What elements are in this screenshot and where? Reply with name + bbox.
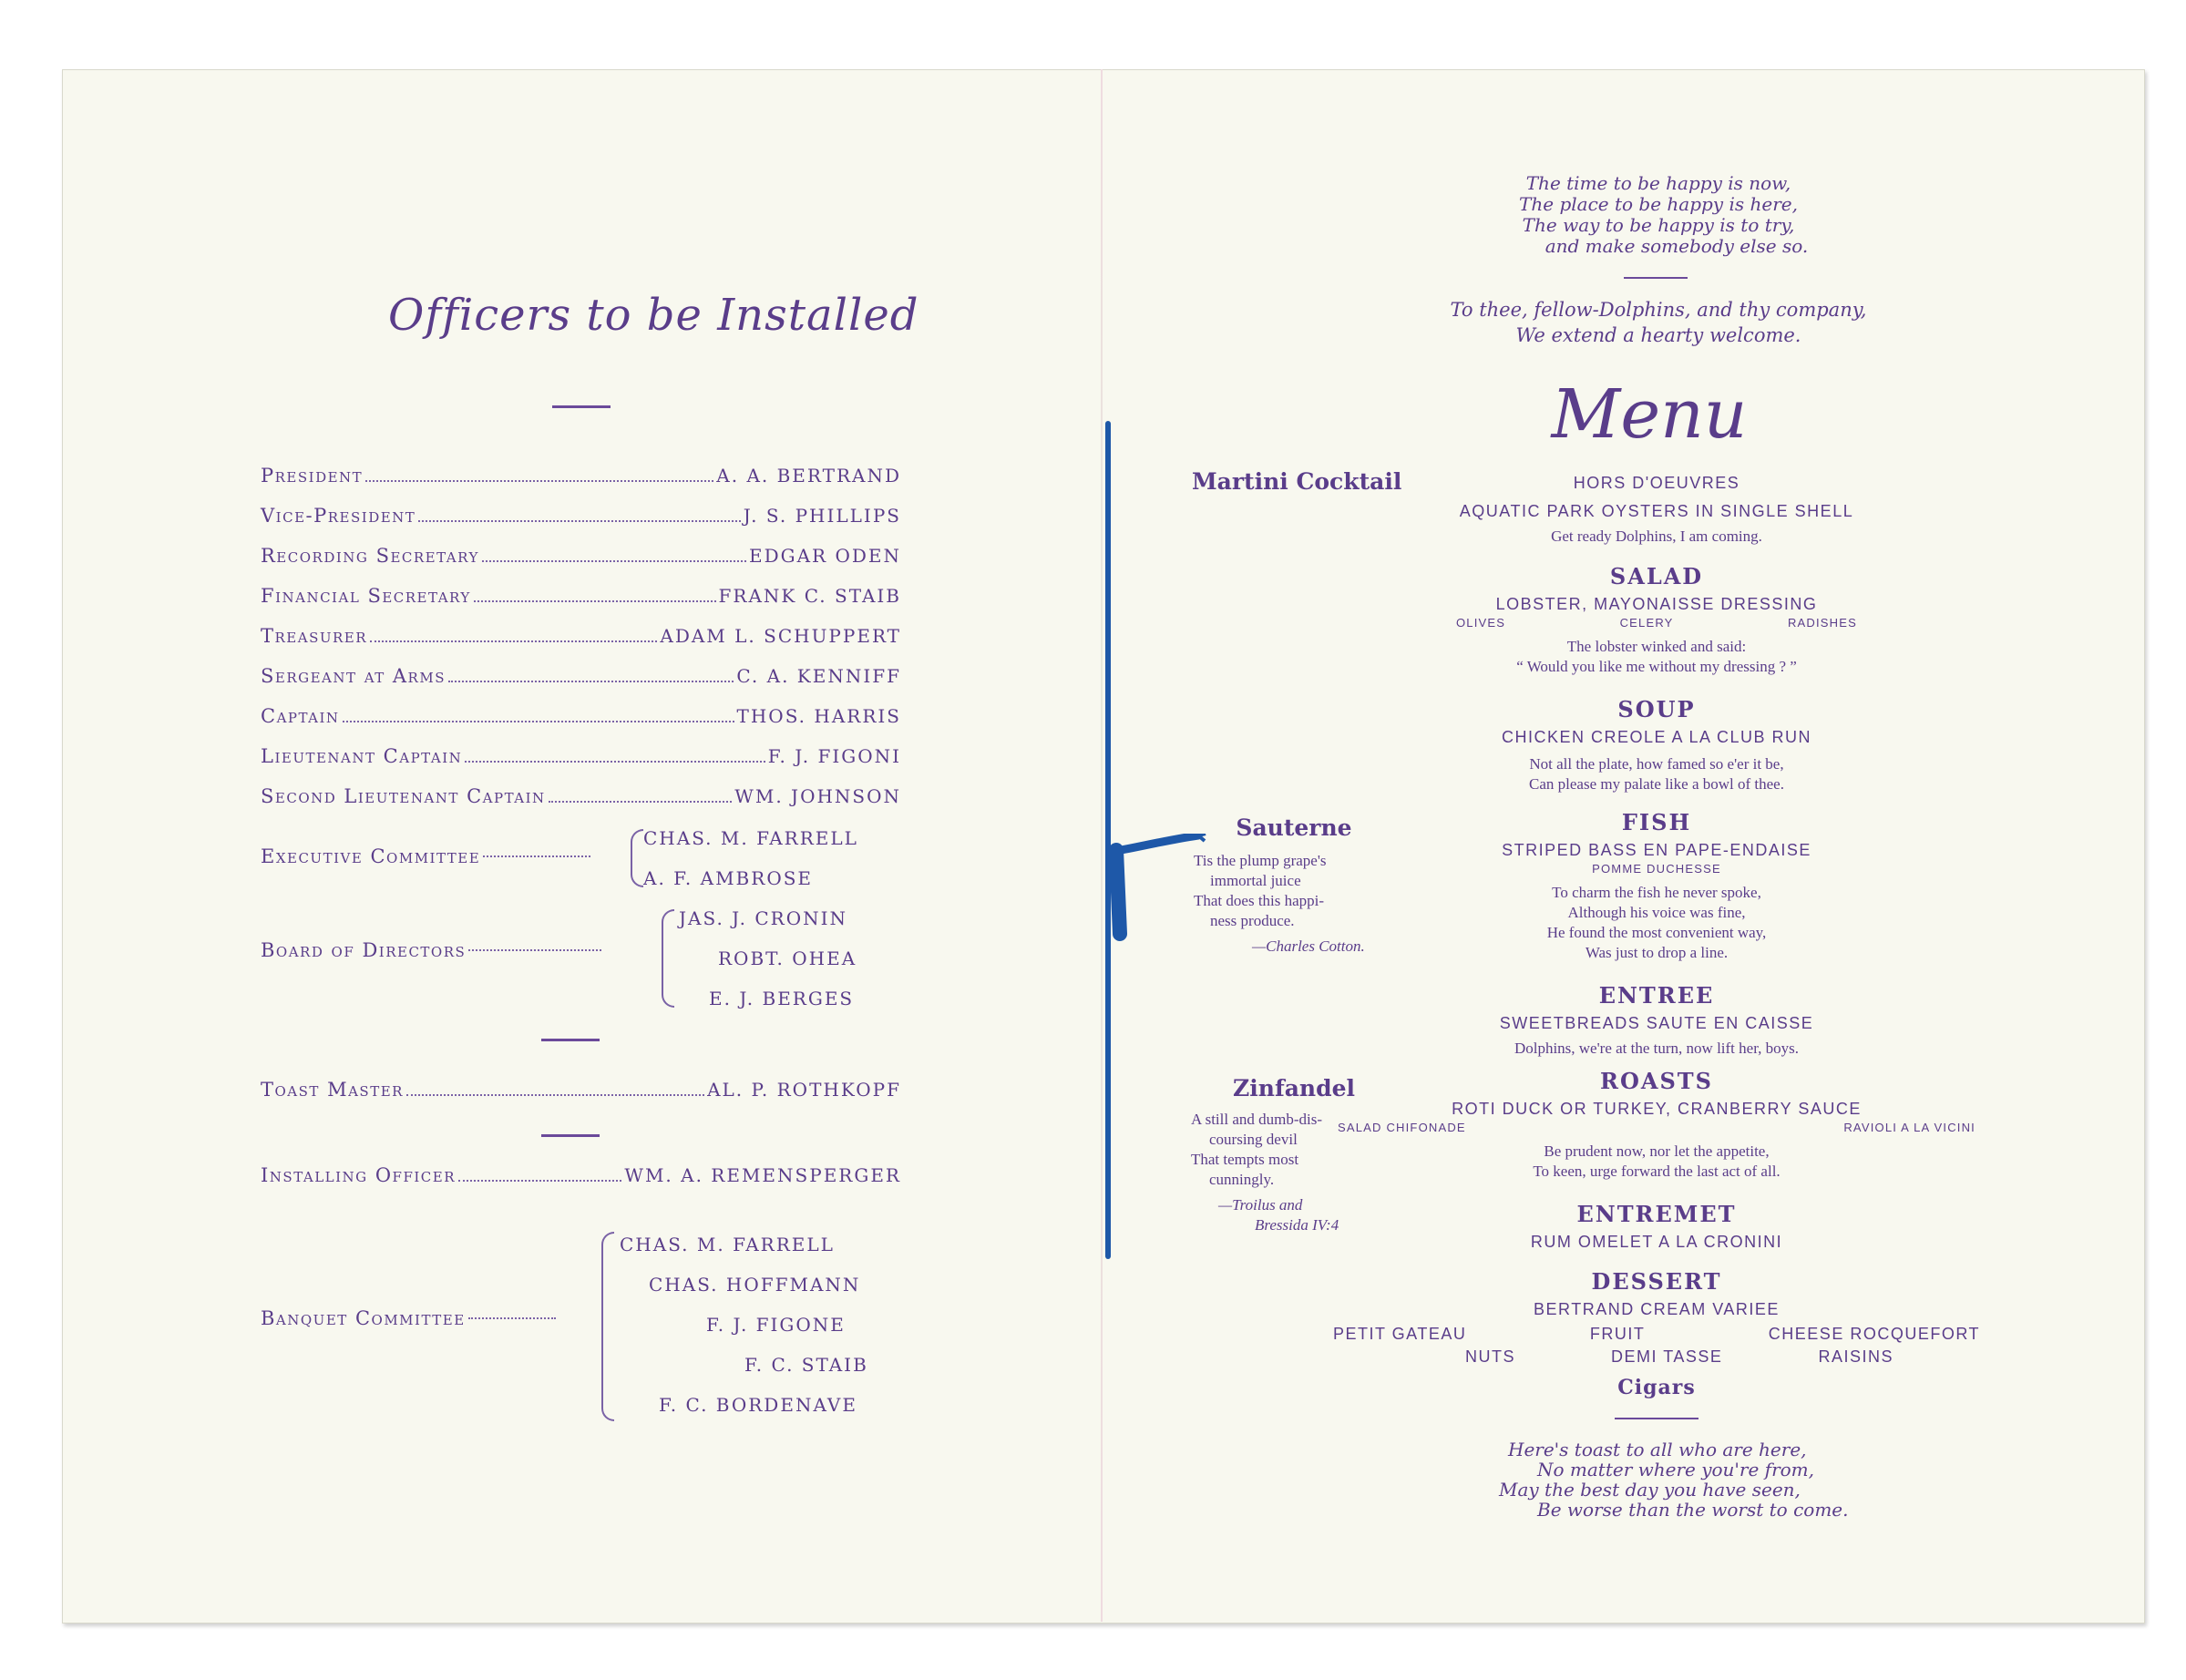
toast-master-row: Toast Master AL. P. ROTHKOPF [261,1079,901,1101]
officer-role: Lieutenant Captain [261,745,463,767]
brace [662,909,674,1008]
divider [1624,277,1688,279]
officer-name: WM. JOHNSON [734,785,901,807]
officers-title: Officers to be Installed [388,290,919,341]
leader-dots [448,681,734,682]
officer-name: THOS. HARRIS [736,705,901,727]
leader-dots [482,560,746,562]
opening-verse: The time to be happy is now, The place to be happy is here, The way to be happy is to try, and make somebody else so. [1519,172,1809,257]
banquet-member-4: F. C. STAIB [744,1354,868,1376]
officer-name: EDGAR ODEN [748,545,901,567]
cigars: Cigars [1617,1376,1696,1399]
officer-row [261,545,901,572]
leader-dots [343,721,734,722]
divider [541,1039,600,1041]
menu-title: Menu [1551,375,1748,454]
officer-name: ADAM L. SCHUPPERT [660,625,901,647]
banquet-member-3: F. J. FIGONE [706,1314,846,1336]
officer-role: Recording Secretary [261,545,479,567]
officer-row [261,705,901,732]
hors-section: HORS D'OEUVRES AQUATIC PARK OYSTERS IN SINGLE SHELL Get ready Dolphins, I am coming. [1459,474,1854,545]
officer-row [261,625,901,652]
entree-section: ENTREE SWEETBREADS SAUTE EN CAISSE Dolphins, we're at the turn, now lift her, boys. [1499,982,1814,1057]
officer-name: J. S. PHILLIPS [743,505,901,527]
divider [1615,1418,1699,1419]
leader-dots [474,600,716,602]
officer-role: Sergeant at Arms [261,665,446,687]
cord-tassel [1107,834,1207,943]
center-fold [1101,69,1103,1622]
leader-dots [549,801,733,803]
divider [541,1134,600,1137]
banquet-member-1: CHAS. M. FARRELL [620,1234,835,1255]
officer-row [261,465,901,492]
soup-section: SOUP CHICKEN CREOLE A LA CLUB RUN Not all the plate, how famed so e'er it be, Can please my palate like a bowl of thee. [1501,696,1812,793]
installing-officer-row: Installing Officer WM. A. REMENSPERGER [261,1164,901,1186]
officer-role: Vice-President [261,505,416,527]
board-of-directors-label: Board of Directors [261,939,601,961]
officer-name: C. A. KENNIFF [736,665,901,687]
officer-role: Financial Secretary [261,585,471,607]
zinfandel-verse: A still and dumb-dis- coursing devil That tempts most cunningly. —Troilus and Bressida IV:4 [1191,1111,1339,1234]
closing-verse: Here's toast to all who are here, No matter where you're from, May the best day you have seen, Be worse than the worst to come. [1499,1439,1849,1521]
officer-row [261,505,901,532]
wine-zinfandel: Zinfandel [1233,1075,1355,1101]
officer-name: A. A. BERTRAND [716,465,901,487]
board-member-3: E. J. BERGES [709,988,855,1009]
wine-martini: Martini Cocktail [1192,468,1402,495]
banquet-committee-label: Banquet Committee [261,1307,556,1329]
roasts-section: ROASTS ROTI DUCK OR TURKEY, CRANBERRY SAUCE SALAD CHIFONADE RAVIOLI A LA VICINI Be prudent now, nor let the appetite, To keen, urge forward the last act of all. [1338,1068,1976,1180]
brace [631,829,643,887]
officer-role: President [261,465,364,487]
salad-section: SALAD LOBSTER, MAYONAISSE DRESSING OLIVES CELERY RADISHES The lobster winked and said: “ Would you like me without my dressing ? ” [1456,563,1857,675]
officer-row [261,745,901,773]
officer-row [261,785,901,813]
officer-role: Second Lieutenant Captain [261,785,546,807]
wine-sauterne: Sauterne [1236,814,1352,841]
officer-name: FRANK C. STAIB [718,585,901,607]
brace [601,1232,614,1421]
officer-row [261,665,901,692]
leader-dots [370,640,657,642]
welcome-text: To thee, fellow-Dolphins, and thy company, We extend a hearty welcome. [1450,299,1867,346]
officer-name: F. J. FIGONI [767,745,901,767]
banquet-member-2: CHAS. HOFFMANN [649,1274,861,1296]
board-member-1: JAS. J. CRONIN [679,907,848,929]
fish-section: FISH STRIPED BASS EN PAPE-ENDAISE POMME DUCHESSE To charm the fish he never spoke, Although his voice was fine, He found the most convenient way, Was just to drop a line. [1502,809,1811,961]
entremet-section: ENTREMET RUM OMELET A LA CRONINI [1530,1201,1783,1251]
exec-member-1: CHAS. M. FARRELL [643,827,858,849]
divider [552,405,611,408]
officer-role: Captain [261,705,340,727]
executive-committee-label: Executive Committee [261,845,590,867]
officer-row [261,585,901,612]
dessert-section: DESSERT BERTRAND CREAM VARIEE PETIT GATEAU FRUIT CHEESE ROCQUEFORT NUTS DEMI TASSE RAISINS [1333,1268,1980,1366]
leader-dots [365,480,713,482]
leader-dots [418,520,740,522]
exec-member-2: A. F. AMBROSE [643,867,814,889]
banquet-member-5: F. C. BORDENAVE [659,1394,857,1416]
leader-dots [465,761,765,763]
board-member-2: ROBT. OHEA [718,948,857,969]
officer-role: Treasurer [261,625,368,647]
sauterne-verse: Tis the plump grape's immortal juice That does this happi- ness produce. —Charles Cotton. [1194,852,1365,955]
